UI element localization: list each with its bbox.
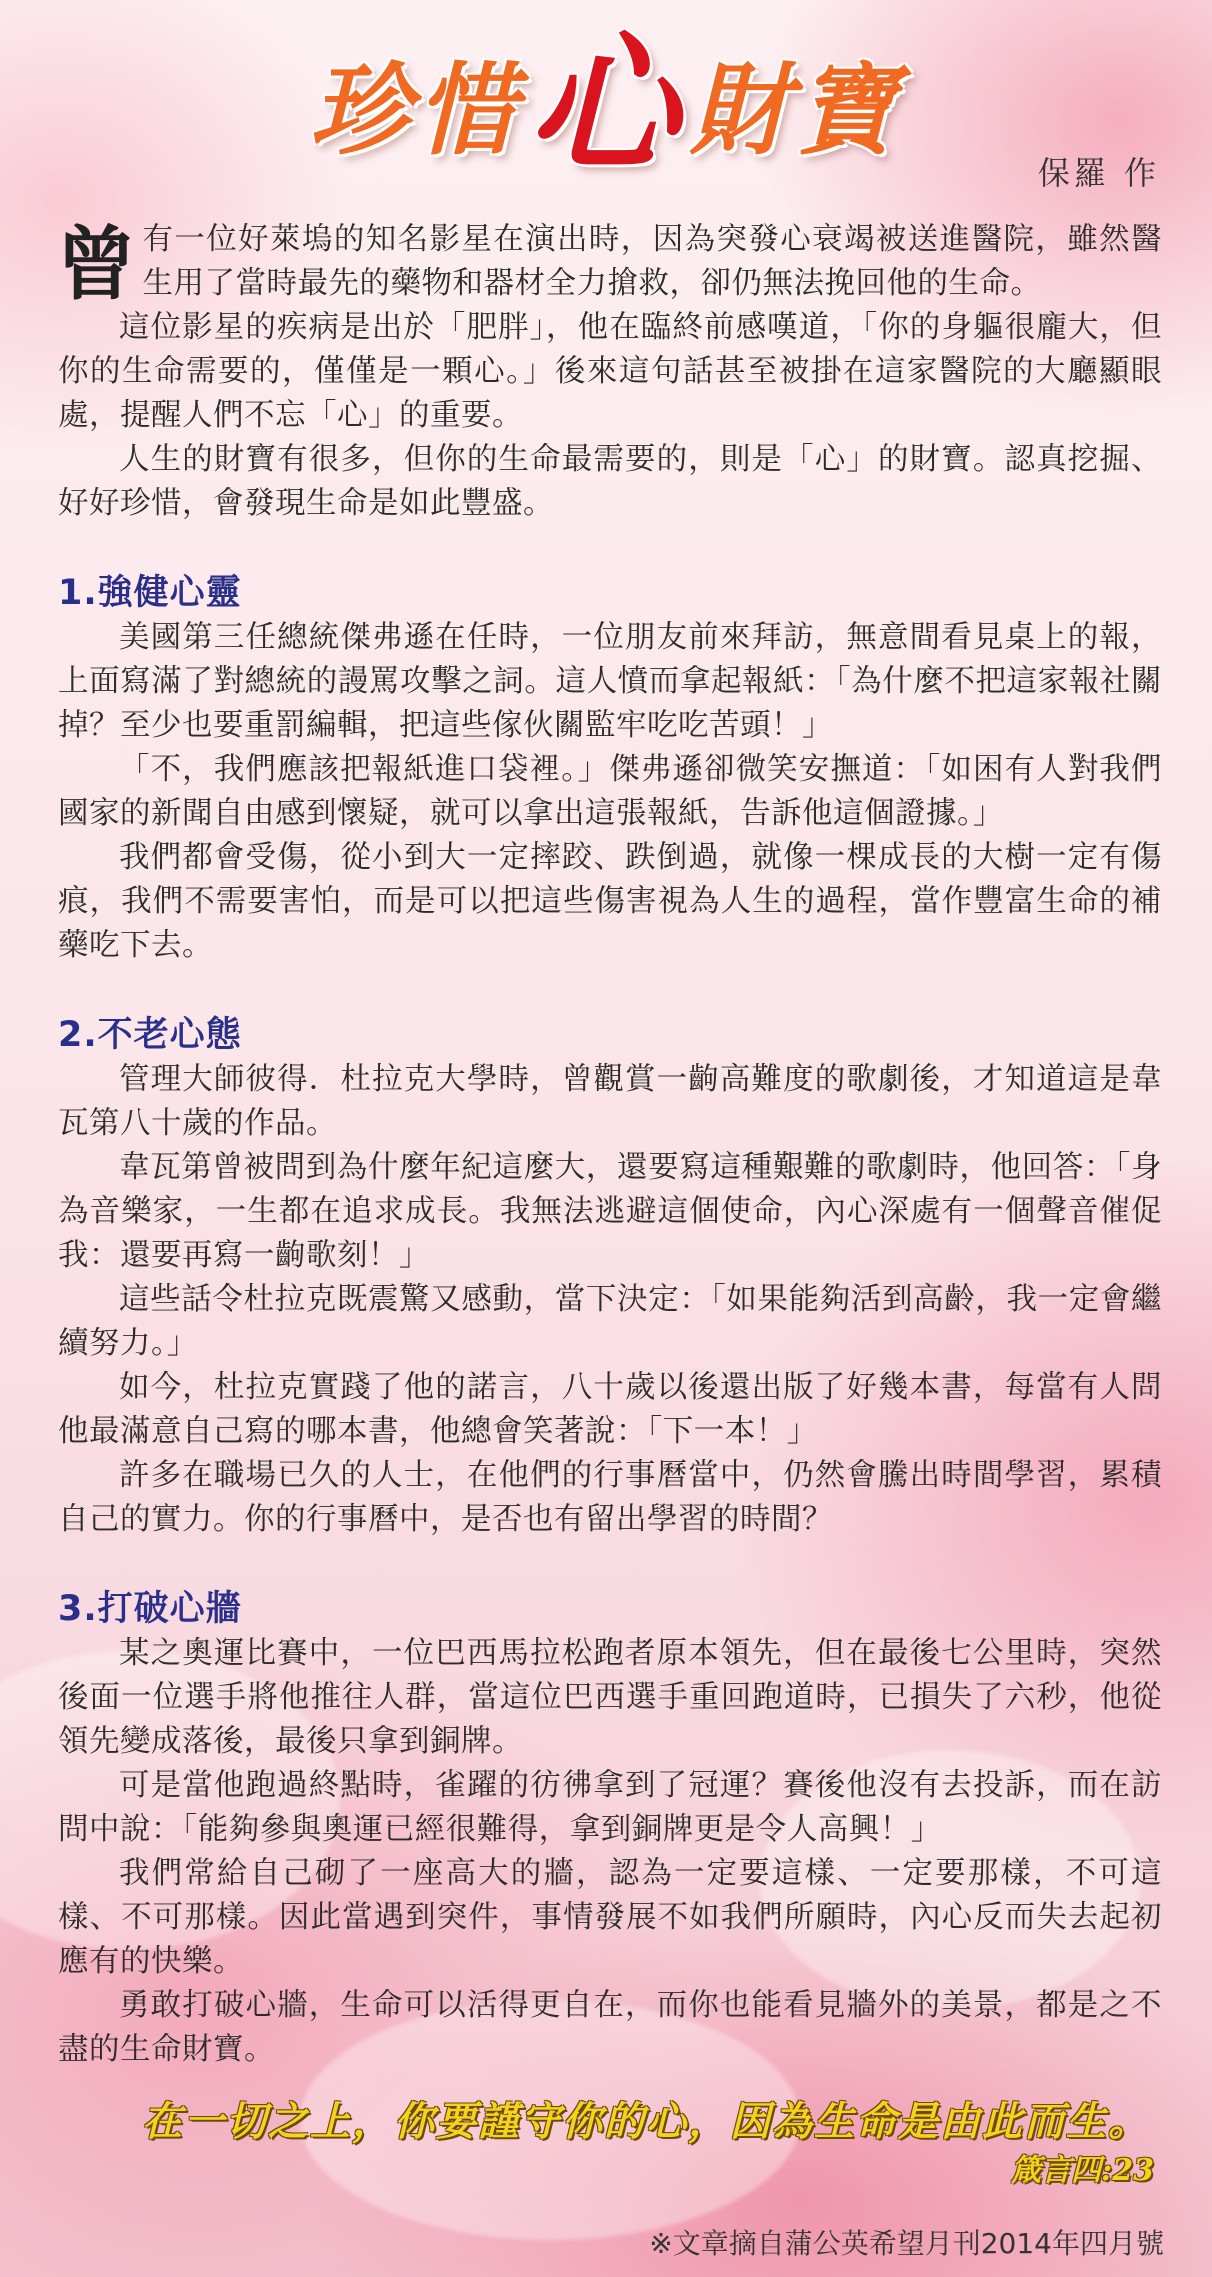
section-paragraph: 可是當他跑過終點時，雀躍的彷彿拿到了冠運？賽後他沒有去投訴，而在訪問中說：「能夠參與奧運已經很難得，拿到銅牌更是令人高興！」: [58, 1768, 1162, 1847]
section-heading: 1.強健心靈: [58, 573, 242, 613]
bible-verse: 在一切之上，你要謹守你的心，因為生命是由此而生。: [142, 2098, 1150, 2145]
page-title: [0, 17, 1212, 193]
section-paragraph: 我們都會受傷，從小到大一定摔跤、跌倒過，就像一棵成長的大樹一定有傷痕，我們不需要害怕，而是可以把這些傷害視為人生的過程，當作豐富生命的補藥吃下去。: [58, 840, 1162, 963]
section-paragraph: 勇敢打破心牆，生命可以活得更自在，而你也能看見牆外的美景，都是之不盡的生命財寶。: [58, 1988, 1162, 2067]
section-paragraph: 許多在職場已久的人士，在他們的行事曆當中，仍然會騰出時間學習，累積自己的實力。你的行事曆中，是否也有留出學習的時間？: [58, 1458, 1162, 1537]
title-heart: 心: [527, 17, 684, 193]
title-part2: 財寶: [690, 51, 902, 169]
section-paragraph: 某之奧運比賽中，一位巴西馬拉松跑者原本領先，但在最後七公里時，突然後面一位選手將他推往人群，當這位巴西選手重回跑道時，已損失了六秒，他從領先變成落後，最後只拿到銅牌。: [58, 1636, 1162, 1759]
section-paragraph: 這些話令杜拉克既震驚又感動，當下決定：「如果能夠活到高齡，我一定會繼續努力。」: [58, 1282, 1162, 1361]
drop-cap: 曾: [56, 217, 137, 311]
author-credit: 保羅 作: [1037, 154, 1160, 192]
section-paragraph: 韋瓦第曾被問到為什麼年紀這麼大，還要寫這種艱難的歌劇時，他回答：「身為音樂家，一生都在追求成長。我無法逃避這個使命，內心深處有一個聲音催促我：還要再寫一齣歌刻！」: [58, 1150, 1162, 1273]
intro-paragraph: 這位影星的疾病是出於「肥胖」，他在臨終前感嘆道，「你的身軀很龐大，但你的生命需要的，僅僅是一顆心。」後來這句話甚至被掛在這家醫院的大廳顯眼處，提醒人們不忘「心」的重要。: [58, 310, 1162, 433]
section-paragraph: 「不，我們應該把報紙進口袋裡。」傑弗遜卻微笑安撫道：「如困有人對我們國家的新聞自由感到懷疑，就可以拿出這張報紙，告訴他這個證據。」: [58, 752, 1162, 831]
section-paragraph: 管理大師彼得．杜拉克大學時，曾觀賞一齣高難度的歌劇後，才知道這是韋瓦第八十歲的作品。: [58, 1062, 1162, 1141]
section-heading: 3.打破心牆: [58, 1589, 242, 1629]
section-paragraph: 如今，杜拉克實踐了他的諾言，八十歲以後還出版了好幾本書，每當有人問他最滿意自己寫的哪本書，他總會笑著說：「下一本！」: [58, 1370, 1162, 1449]
section-paragraph: 美國第三任總統傑弗遜在任時，一位朋友前來拜訪，無意間看見桌上的報，上面寫滿了對總統的謾罵攻擊之詞。這人憤而拿起報紙：「為什麼不把這家報社關掉？至少也要重罰編輯，把這些傢伙關監牢吃吃苦頭！」: [58, 620, 1162, 743]
article-body: [58, 218, 1162, 2072]
intro-paragraph: 人生的財寶有很多，但你的生命最需要的，則是「心」的財寶。認真挖掘、好好珍惜，會發現生命是如此豐盛。: [58, 442, 1162, 521]
section-heading: 2.不老心態: [58, 1015, 242, 1055]
source-note: ※文章摘自蒲公英希望月刊2014年四月號: [649, 2227, 1164, 2260]
section-paragraph: 我們常給自己砌了一座高大的牆，認為一定要這樣、一定要那樣，不可這樣、不可那樣。因此當遇到突件，事情發展不如我們所願時，內心反而失去起初應有的快樂。: [58, 1856, 1162, 1979]
title-part1: 珍惜: [309, 51, 522, 169]
intro-paragraph: 曾有一位好萊塢的知名影星在演出時，因為突發心衰竭被送進醫院，雖然醫生用了當時最先的藥物和器材全力搶救，卻仍無法挽回他的生命。: [56, 217, 1162, 311]
verse-reference: 箴言四:23: [1011, 2153, 1154, 2188]
